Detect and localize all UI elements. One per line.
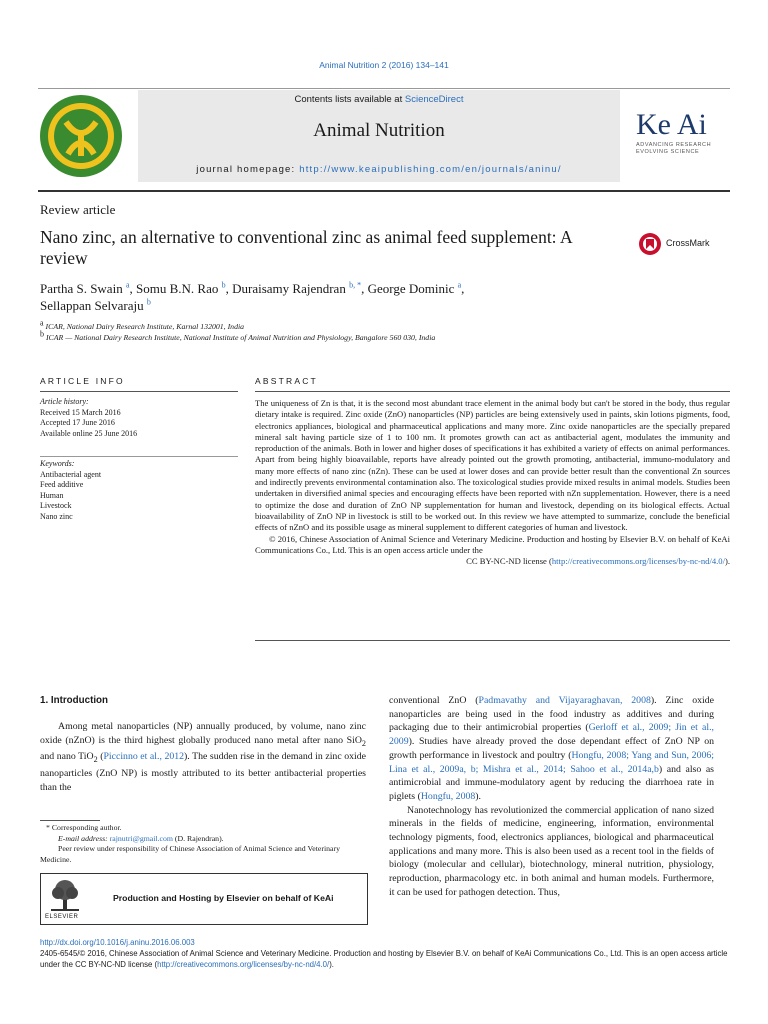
crossmark-label: CrossMark bbox=[666, 238, 710, 248]
keai-logo bbox=[636, 110, 732, 170]
contents-prefix: Contents lists available at bbox=[294, 94, 405, 105]
keywords bbox=[40, 459, 238, 522]
author-name[interactable]: George Dominic bbox=[367, 281, 455, 296]
keywords-rule bbox=[40, 456, 238, 457]
license-link[interactable]: http://creativecommons.org/licenses/by-nc-nd/4.0/ bbox=[551, 556, 725, 567]
intro-paragraph bbox=[40, 720, 366, 794]
keyword: Antibacterial agent bbox=[40, 469, 102, 479]
body-text: ) and also as antimicrobial and immune-modulatory agent by reducing the diarrhoea rate in piglets ( bbox=[389, 763, 714, 802]
header-rule bbox=[38, 190, 730, 192]
body-text: ( bbox=[97, 751, 104, 763]
affiliation-sup: b bbox=[40, 329, 44, 339]
subscript: 2 bbox=[93, 755, 98, 765]
elsevier-label: ELSEVIER bbox=[45, 914, 79, 920]
online-date: Available online 25 June 2016 bbox=[40, 428, 138, 438]
citation-link[interactable]: Padmavathy and Vijayaraghavan, 2008 bbox=[478, 695, 651, 706]
affiliation-sup: a bbox=[40, 318, 44, 328]
body-column-left bbox=[40, 720, 366, 794]
abstract-body bbox=[255, 398, 730, 567]
subscript: 2 bbox=[361, 738, 366, 748]
keai-tagline-2: EVOLVING SCIENCE bbox=[636, 149, 700, 155]
elsevier-tree-icon bbox=[49, 878, 81, 912]
author-affil-sup[interactable]: a bbox=[125, 280, 130, 290]
email-suffix: (D. Rajendran). bbox=[172, 833, 224, 843]
bottom-copyright bbox=[40, 949, 730, 970]
corresponding-author-note: * Corresponding author. bbox=[46, 823, 122, 832]
author-separator: , bbox=[225, 281, 233, 296]
footnotes bbox=[40, 823, 370, 865]
author-name[interactable]: Partha S. Swain bbox=[40, 281, 123, 296]
body-text: ). Studies have already proved the dose dependant effect of ZnO NP on growth performance in livestock and poultry ( bbox=[389, 736, 714, 761]
abstract-heading: ABSTRACT bbox=[255, 376, 318, 386]
author-list bbox=[40, 280, 600, 314]
keai-name: Ke Ai bbox=[636, 108, 707, 141]
author-affil-sup[interactable]: b bbox=[146, 297, 151, 307]
affiliation-text: ICAR — National Dairy Research Institute, National Institute of Animal Nutrition and Physiology, Bangalore 560 030, India bbox=[45, 333, 436, 342]
journal-logo bbox=[38, 92, 124, 180]
abstract-copyright: © 2016, Chinese Association of Animal Science and Veterinary Medicine. Production and hosting by Elsevier B.V. on behalf of KeAi Communications Co., Ltd. This is an open access article under the bbox=[255, 533, 730, 555]
keywords-label: Keywords: bbox=[40, 459, 75, 468]
body-column-right bbox=[389, 694, 714, 900]
affiliation-b bbox=[40, 329, 680, 343]
abstract-bottom-rule bbox=[255, 640, 730, 641]
keai-tagline-1: ADVANCING RESEARCH bbox=[636, 142, 712, 148]
body-text: ). Zinc oxide nanoparticles are being used in the food industry as additives and during packaging due to their antimicrobial properties ( bbox=[389, 695, 714, 734]
author-affil-sup[interactable]: a bbox=[457, 280, 462, 290]
body-text: Among metal nanoparticles (NP) annually produced, by volume, nano zinc oxide (nZnO) is the third highest globally produced nano metal after nano SiO bbox=[40, 721, 366, 746]
body-text: conventional ZnO ( bbox=[389, 695, 479, 706]
homepage-prefix: journal homepage: bbox=[196, 164, 300, 175]
body-paragraph: Nanotechnology has revolutionized the commercial application of nano sized minerals in the fields of medicine, engineering, information, environmental technology pigments, food, electronics appliances, biological and pharmaceutical applications and many more. This is also been used as a recent tool in the fields of biology (molecular and cellular), biotechnology, mineral nutrition, physiology, reproduction, pharmacology etc. in both animal and human models. Furthermore, it can be used for pathogen detection. Thus, bbox=[389, 804, 714, 898]
keyword: Livestock bbox=[40, 501, 72, 510]
accepted-date: Accepted 17 June 2016 bbox=[40, 418, 115, 427]
abstract-text: The uniqueness of Zn is that, it is the second most abundant trace element in the animal body but can't be stored in the body, thus regular dietary intake is required. Zinc oxide (ZnO) nanoparticles (NP) particles are being extensively used in paints, skin lotions pigments, food, electronics appliances, biological and pharmaceutical applications and many more. Zinc oxide nanoparticles are the specially prepared mineral salt having particle size of 1 to 100 nm. It promotes growth can act as antibacterial agent, modulates the immunity and reproduction of the animals. Both in lower and higher doses of specifications it has exhibited a variety of effects on animal performances. Apart from being highly bioavailable, reports have already pointed out the growth promoting, antibacterial, immuno-modulatory and many more effects of nano zinc (nZn). These can be used at lower doses and can provide better result than the conventional Zn sources and indirectly prevents environmental contamination also. The toxicological studies provide mixed results in animal models. Studies been undertaken in diversified animal species and encouraging effects have been reported with nZn supplementation. However, there is a need to optimize the dose and duration of ZnO NP supplementation for human and livestock, depending on its biological effects. Actual bioavailability of ZnO NP in livestock is still to be worked out. In this review we have attempted to summarize, conclude the beneficial effects of nZnO and its possible usage as mineral supplement to different categories of human and livestock. bbox=[255, 398, 730, 533]
citation-link[interactable]: Hongfu, 2008; Yang and Sun, 2006; Lina et al., 2009a, b; Mishra et al., 2014; Sahoo et al., 2014a,b bbox=[389, 749, 714, 775]
peer-review-note: Peer review under responsibility of Chinese Association of Animal Science and Veterinary Medicine. bbox=[40, 844, 340, 864]
affiliation-a bbox=[40, 318, 680, 332]
bottom-license-link[interactable]: http://creativecommons.org/licenses/by-nc-nd/4.0/ bbox=[157, 959, 330, 969]
journal-header-band bbox=[138, 90, 620, 182]
author-affil-sup[interactable]: b bbox=[221, 280, 226, 290]
author-name[interactable]: Duraisamy Rajendran bbox=[232, 281, 346, 296]
doi-link[interactable]: http://dx.doi.org/10.1016/j.aninu.2016.06.003 bbox=[40, 938, 195, 947]
crossmark-icon bbox=[638, 232, 662, 256]
license-prefix: CC BY-NC-ND license ( bbox=[466, 556, 552, 567]
history-label: Article history: bbox=[40, 397, 89, 406]
article-title: Nano zinc, an alternative to conventional zinc as animal feed supplement: A review bbox=[40, 227, 572, 268]
animal-nutrition-emblem-icon bbox=[38, 92, 124, 180]
abstract-rule bbox=[255, 391, 730, 392]
affiliation-text: ICAR, National Dairy Research Institute, Karnal 132001, India bbox=[45, 322, 245, 331]
license-line bbox=[255, 556, 730, 567]
footnote-rule bbox=[40, 820, 100, 821]
author-name[interactable]: Somu B.N. Rao bbox=[136, 281, 219, 296]
contents-line bbox=[138, 94, 620, 105]
body-text: and nano TiO bbox=[40, 751, 94, 763]
bottom-copyright-text: 2405-6545/© 2016, Chinese Association of Animal Science and Veterinary Medicine. Production and hosting by Elsevier B.V. on behalf of KeAi Communications Co., Ltd. This is an open access article under the CC BY-NC-ND license ( bbox=[40, 949, 728, 969]
body-text: ). The sudden rise in the demand in zinc oxide nanoparticles (ZnO NP) is mostly attributed to its better antibacterial properties than the bbox=[40, 751, 366, 793]
journal-homepage bbox=[138, 164, 620, 175]
article-type: Review article bbox=[40, 202, 116, 217]
elsevier-hosting-text: Production and Hosting by Elsevier on behalf of KeAi bbox=[113, 893, 334, 903]
article-history bbox=[40, 397, 238, 439]
journal-citation[interactable]: Animal Nutrition 2 (2016) 134–141 bbox=[319, 60, 449, 70]
keai-tagline bbox=[636, 142, 732, 156]
keyword: Human bbox=[40, 490, 64, 500]
article-info-heading: ARTICLE INFO bbox=[40, 376, 125, 386]
author-separator: , bbox=[129, 281, 137, 296]
article-info-rule bbox=[40, 391, 238, 392]
sciencedirect-link[interactable]: ScienceDirect bbox=[404, 94, 464, 105]
email-link[interactable]: rajnutri@gmail.com bbox=[109, 833, 173, 843]
crossmark-button[interactable] bbox=[638, 232, 718, 254]
body-text: ). bbox=[475, 790, 481, 802]
journal-name: Animal Nutrition bbox=[313, 120, 445, 141]
author-separator: , bbox=[361, 281, 368, 296]
citation-link[interactable]: Gerloff et al., 2009; Jin et al., 2009 bbox=[389, 722, 714, 748]
elsevier-hosting-box bbox=[40, 873, 368, 925]
license-suffix: ). bbox=[724, 556, 730, 567]
section-heading-introduction: 1. Introduction bbox=[40, 695, 109, 706]
homepage-link[interactable]: http://www.keaipublishing.com/en/journals/aninu/ bbox=[299, 164, 562, 175]
affiliations bbox=[40, 318, 680, 343]
author-name[interactable]: Sellappan Selvaraju bbox=[40, 298, 144, 313]
keyword: Feed additive bbox=[40, 480, 84, 489]
body-paragraph bbox=[389, 694, 714, 804]
citation-link[interactable]: Piccinno et al., 2012 bbox=[103, 751, 185, 763]
email-note bbox=[40, 834, 370, 845]
keyword: Nano zinc bbox=[40, 511, 73, 521]
email-label: E-mail address: bbox=[58, 833, 110, 843]
bottom-copyright-suffix: ). bbox=[329, 959, 334, 969]
received-date: Received 15 March 2016 bbox=[40, 407, 121, 417]
header-top-rule bbox=[38, 88, 730, 89]
author-separator: , bbox=[461, 281, 465, 296]
author-affil-sup[interactable]: b, * bbox=[349, 280, 362, 290]
citation-link[interactable]: Hongfu, 2008 bbox=[420, 790, 476, 802]
